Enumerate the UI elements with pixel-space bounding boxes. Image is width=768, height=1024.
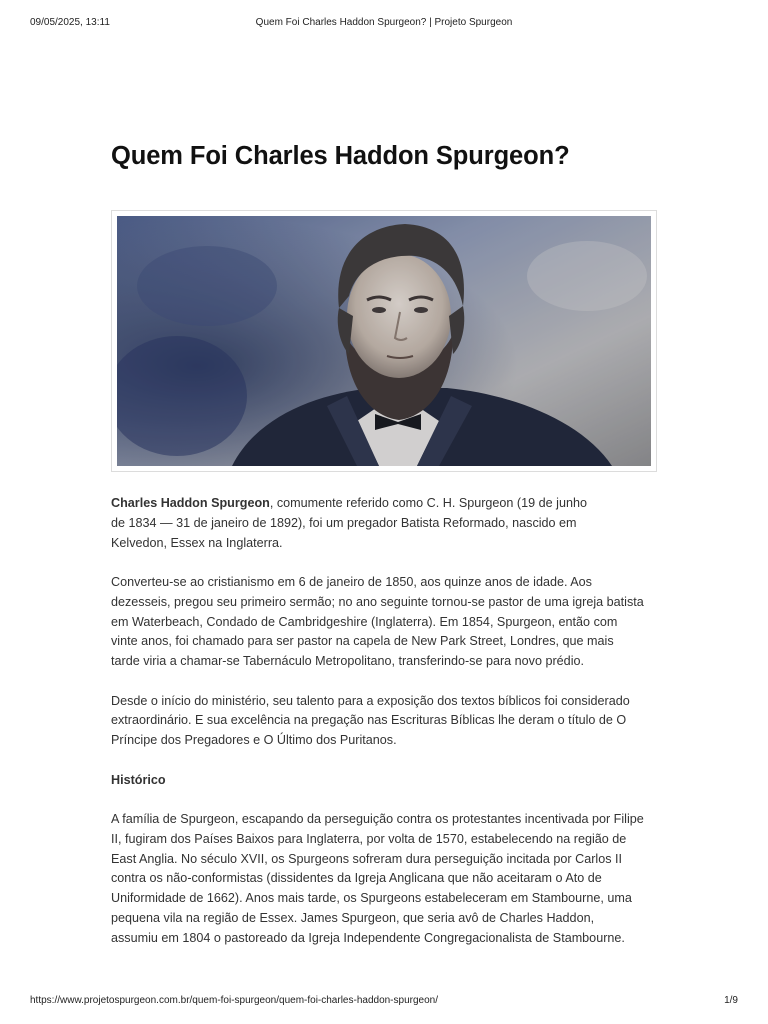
article (111, 140, 659, 949)
print-header (30, 17, 738, 31)
p3-line-2: extraordinário. E sua excelência na pregação nas Escrituras Bíblicas lhe deram o título de O (111, 713, 627, 728)
paragraph-history (111, 810, 659, 949)
page-number: 1/9 (724, 995, 738, 1006)
p2-line-3: em Waterbeach, Condado de Cambridgeshire (Inglaterra). Em 1854, Spurgeon, então com (111, 614, 618, 629)
page-url: https://www.projetospurgeon.com.br/quem-foi-spurgeon/quem-foi-charles-haddon-spurgeon/ (30, 995, 438, 1006)
print-page-title: Quem Foi Charles Haddon Spurgeon? | Projeto Spurgeon (255, 17, 513, 28)
p3-line-1: Desde o início do ministério, seu talento para a exposição dos textos bíblicos foi considerado (111, 693, 630, 708)
section-heading-historico (111, 771, 659, 791)
subject-name: Charles Haddon Spurgeon (111, 496, 270, 510)
spurgeon-portrait-image (117, 216, 651, 466)
featured-image-frame (111, 210, 657, 472)
intro-line-2: de 1834 — 31 de janeiro de 1892), foi um pregador Batista Reformado, nascido em (111, 515, 577, 530)
p5-line-3: East Anglia. No século XVII, os Spurgeons sofreram dura perseguição incitada por Carlos II (111, 851, 623, 866)
p5-line-4: contra os não-conformistas (dissidentes da Igreja Anglicana que não aceitaram o Ato de (111, 871, 602, 886)
p5-line-7: assumiu em 1804 o pastoreado da Igreja Independente Congregacionalista de Stambourne. (111, 930, 625, 945)
p2-line-1: Converteu-se ao cristianismo em 6 de janeiro de 1850, aos quinze anos de idade. Aos (111, 574, 592, 589)
p5-line-2: II, fugiram dos Países Baixos para Inglaterra, por volta de 1570, estabelecendo na região de (111, 831, 627, 846)
paragraph-conversion (111, 573, 659, 672)
print-footer (30, 995, 738, 1009)
p5-line-1: A família de Spurgeon, escapando da perseguição contra os protestantes incentivada por Filipe (111, 811, 644, 826)
article-body (111, 494, 659, 949)
p5-line-6: pequena vila na região de Essex. James Spurgeon, que seria avô de Charles Haddon, (111, 910, 595, 925)
p2-line-5: tarde viria a chamar-se Tabernáculo Metropolitano, transferindo-se para novo prédio. (111, 654, 584, 669)
intro-line-1: , comumente referido como C. H. Spurgeon (19 de junho (269, 496, 587, 510)
historico-heading: Histórico (111, 772, 166, 787)
print-datetime: 09/05/2025, 13:11 (30, 17, 110, 28)
intro-line-3: Kelvedon, Essex na Inglaterra. (111, 535, 283, 550)
article-title: Quem Foi Charles Haddon Spurgeon? (111, 142, 570, 170)
p2-line-4: vinte anos, foi chamado para ser pastor na capela de New Park Street, Londres, que mais (111, 634, 614, 649)
paragraph-intro (111, 494, 659, 553)
p3-line-3: Príncipe dos Pregadores e O Último dos Puritanos. (111, 733, 397, 748)
p2-line-2: dezesseis, pregou seu primeiro sermão; no ano seguinte tornou-se pastor de uma igreja batista (111, 594, 644, 609)
paragraph-ministry (111, 692, 659, 751)
p5-line-5: Uniformidade de 1662). Anos mais tarde, os Spurgeons estabeleceram em Stambourne, uma (111, 891, 632, 906)
